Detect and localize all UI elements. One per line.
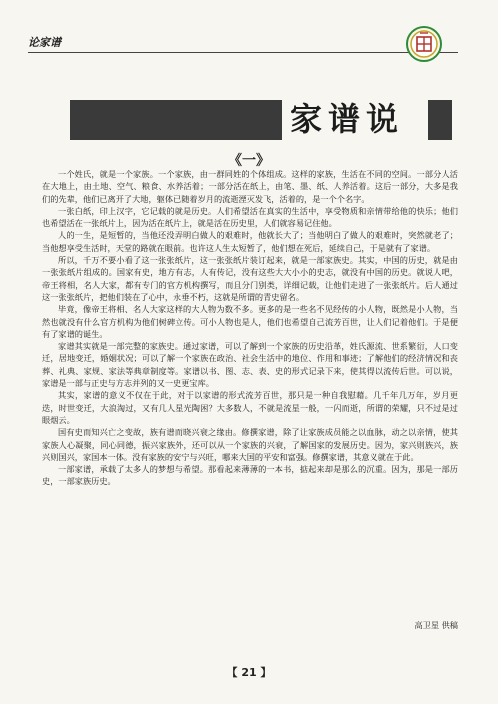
- article-body: [42, 168, 458, 488]
- paragraph: 国有史而知兴亡之变故，族有谱而晓兴衰之缘由。修撰家谱，除了让家族成员能之以血脉，动之以亲情，使其家族人心凝聚，同心同德，振兴家族外，还可以从一个家族的兴衰，了解国家的发展历史。因为，家兴则族兴，族兴则国兴，家国本一体。没有家族的安宁与兴旺，哪来大国的平安和富强。修撰家谱，其意义就在于此。: [42, 427, 458, 462]
- page-title: 家谱说: [290, 100, 405, 138]
- paragraph: 人的一生，是短暂的，当他还没弄明白做人的艰难时，他就长大了；当他明白了做人的艰难时，突然就老了；当他想享受生活时，天堂的路就在眼前。也许这人生太短暂了，他们想在死后，延续自己，于是就有了家谱。: [42, 230, 458, 253]
- paragraph: 一张白纸，印上汉字，它记载的就是历史。人们希望活在真实的生活中，享受物质和亲情带给他的快乐；他们也希望活在一张纸片上，因为活在纸片上，就是活在历史里，人们就容易记住他。: [42, 205, 458, 229]
- paragraph: 家谱其实就是一部完整的家族史。通过家谱，可以了解到一个家族的历史沿革，姓氏源流、世系繁衍，人口变迁，居地变迁，婚姻状况；可以了解一个家族在政治、社会生活中的地位、作用和事迹；了解他们的经济情况和丧葬、礼典、家规、家法等典章制度等。家谱以书、图、志、表、史的形式记录下来，使其得以流传后世。可以说，家谱是一部与正史与方志并列的又一史更宝库。: [42, 341, 458, 389]
- section-number: 《一》: [228, 153, 270, 169]
- emblem-logo-icon: [406, 26, 442, 62]
- header-rule: [28, 52, 458, 53]
- paragraph: 一部家谱，承载了太多人的梦想与希望。那看起来薄薄的一本书，掂起来却是那么的沉重。因为，那是一部历史，一部家族历史。: [42, 464, 458, 487]
- page-header: [28, 34, 458, 52]
- paragraph: 毕竟，像帝王将相、名人大家这样的大人物为数不多。更多的是一些名不见经传的小人物，既然是小人物，当然也就没有什么官方机构为他们树碑立传。可小人物也是人，他们也希望自己流芳百世，让人们记着他们。于是便有了家谱的诞生。: [42, 304, 458, 339]
- title-banner-end-bar: [428, 100, 452, 140]
- header-title: 论家谱: [28, 36, 61, 49]
- paragraph: 所以，千万不要小看了这一张张纸片，这一张张纸片装订起来，就是一部家族史。其实，中国的历史，就是由一张张纸片组成的。国家有史，地方有志，人有传记，没有这些大大小小的史志，就没有中国的历史。就说人吧，帝王将相，名人大家，都有专门的官方机构撰写，而且分门别类，详细记载，让他们走进了一张张纸片。后人通过这一张张纸片，把他们装在了心中，永垂不朽，这就是所谓的青史留名。: [42, 255, 458, 302]
- paragraph: 其实，家谱的意义不仅在于此，对于以家谱的形式流芳百世，那只是一种自我慰藉。几千年几万年，岁月更迭，时世变迁，大浪淘过，又有几人星光陶困？大多数人，不就是流星一般，一闪而逝，所谓的荣耀，只不过是过眼烟云。: [42, 390, 458, 425]
- title-banner-bar: [70, 100, 282, 140]
- page-number: 【 21 】: [226, 666, 272, 679]
- paragraph: 一个姓氏，就是一个家族。一个家族，由一群同姓的个体组成。这样的家族，生活在不同的空间。一部分人活在大地上，由土地、空气、粮食、水养活着；一部分活在纸上，由笔、墨、纸、人养活着。这后一部分，大多是我们的先辈，他们已离开了大地，躯体已随着岁月的流逝湮灭发飞，活着的，是一个个名字。: [42, 169, 458, 204]
- author-signature: 高卫星 供稿: [414, 620, 458, 630]
